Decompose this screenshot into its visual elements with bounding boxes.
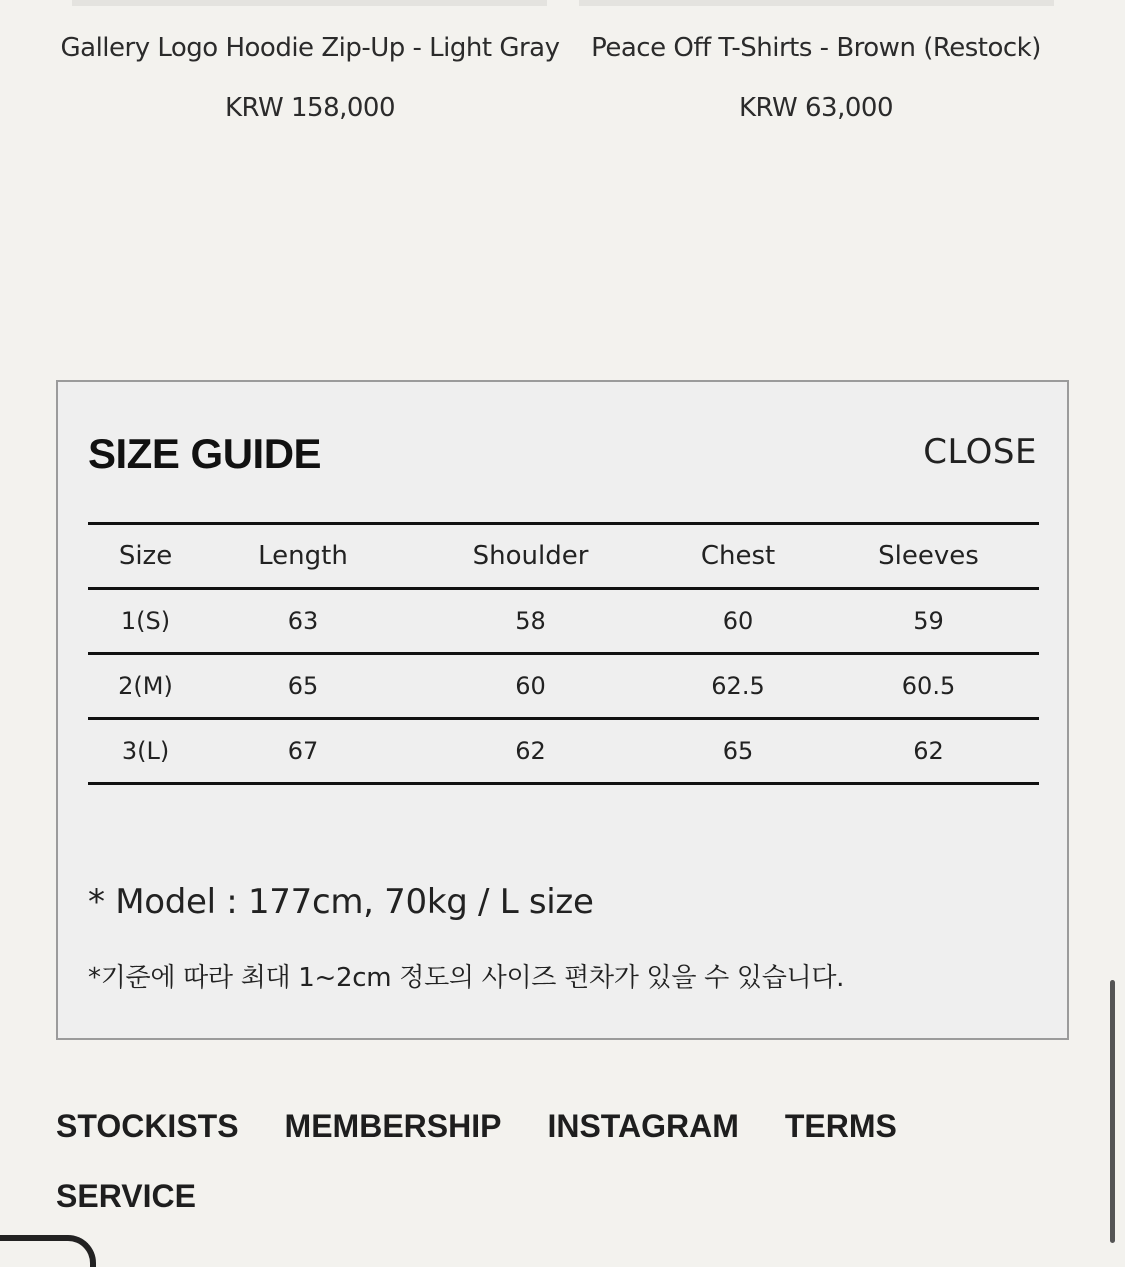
table-row <box>88 654 1039 719</box>
table-row <box>88 589 1039 654</box>
model-note: * Model : 177cm, 70kg / L size <box>88 882 594 922</box>
table-cell: 1(S) <box>120 607 171 635</box>
table-cell: 65 <box>722 737 754 765</box>
column-header: Chest <box>700 541 776 571</box>
table-cell: 67 <box>287 737 319 765</box>
table-cell: 63 <box>287 607 319 635</box>
table-cell: 60 <box>515 672 546 700</box>
table-cell: 58 <box>515 607 546 635</box>
product-name[interactable]: Peace Off T-Shirts - Brown (Restock) <box>591 33 1041 63</box>
bottom-left-widget-edge <box>0 1235 96 1267</box>
product-name[interactable]: Gallery Logo Hoodie Zip-Up - Light Gray <box>60 33 560 63</box>
table-cell: 62.5 <box>711 672 765 700</box>
close-button[interactable]: CLOSE <box>923 432 1037 472</box>
table-row <box>88 719 1039 784</box>
size-deviation-note: *기준에 따라 최대 1~2cm 정도의 사이즈 편차가 있을 수 있습니다. <box>88 963 845 993</box>
table-cell: 2(M) <box>118 672 173 700</box>
size-guide-modal <box>56 380 1069 1040</box>
column-header: Sleeves <box>878 541 979 571</box>
product-card[interactable] <box>60 30 560 126</box>
footer-link-service[interactable]: SERVICE <box>56 1178 196 1214</box>
product-card[interactable] <box>566 30 1066 126</box>
footer-nav <box>56 1108 956 1248</box>
footer-link-stockists[interactable]: STOCKISTS <box>56 1108 239 1144</box>
column-header: Length <box>258 541 348 571</box>
table-cell: 59 <box>913 607 944 635</box>
column-header: Size <box>118 541 173 571</box>
table-cell: 62 <box>515 737 546 765</box>
footer-link-membership[interactable]: MEMBERSHIP <box>284 1108 502 1144</box>
product-image-bottom-edge <box>579 0 1054 6</box>
footer-link-terms[interactable]: TERMS <box>784 1108 897 1144</box>
footer-link-instagram[interactable]: INSTAGRAM <box>547 1108 739 1144</box>
table-cell: 65 <box>287 672 319 700</box>
table-cell: 60.5 <box>901 672 956 700</box>
product-image-bottom-edge <box>72 0 547 6</box>
column-header: Shoulder <box>472 541 589 571</box>
product-price: KRW 63,000 <box>738 93 893 123</box>
scrollbar[interactable] <box>1110 980 1115 1243</box>
table-cell: 3(L) <box>121 737 170 765</box>
size-guide-title: SIZE GUIDE <box>88 430 322 477</box>
table-cell: 62 <box>913 737 944 765</box>
table-cell: 60 <box>722 607 754 635</box>
size-table <box>88 522 1039 785</box>
product-price: KRW 158,000 <box>224 93 396 123</box>
table-header-row <box>88 524 1039 589</box>
